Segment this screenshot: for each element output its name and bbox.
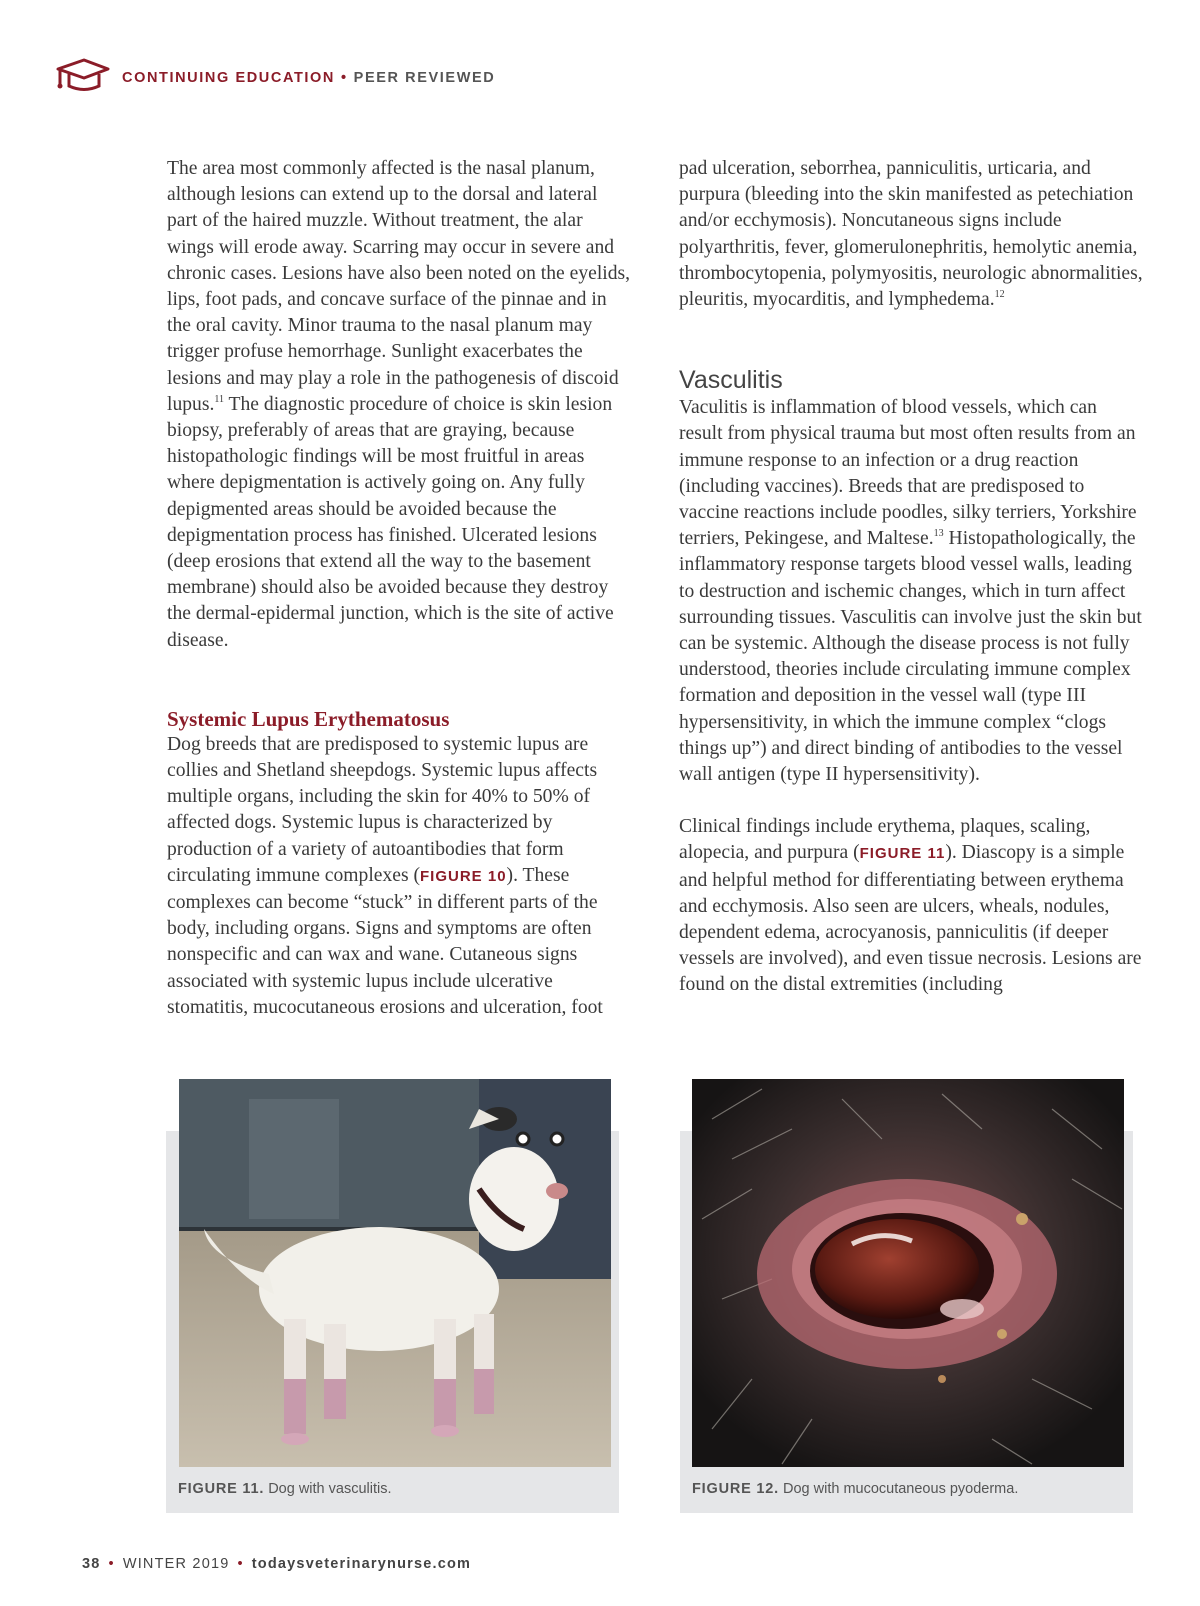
- section-label: CONTINUING EDUCATION: [122, 70, 335, 86]
- header-label: [122, 70, 495, 86]
- paragraph-systemic-lupus: Dog breeds that are predisposed to systemic lupus are collies and Shetland sheepdogs. Systemic lupus affects multiple organs, including the skin for 40% to 50% of affected dogs. Systemic lupus is characterized by production of a variety of autoantibodies that form circulating immune complexes (FIGURE 10). These complexes can become “stuck” in different parts of the body, including organs. Signs and symptoms are often nonspecific and can wax and wane. Cutaneous signs associated with systemic lupus include ulcerative stomatitis, mucocutaneous erosions and ulceration, foot: [167, 733, 603, 1018]
- paragraph-discoid-lupus: The area most commonly affected is the nasal planum, although lesions can extend up to the dorsal and lateral part of the haired muzzle. Without treatment, the alar wings will erode away. Scarring may occur in severe and chronic cases. Lesions have also been noted on the eyelids, lips, foot pads, and concave surface of the pinnae and in the oral cavity. Minor trauma to the nasal planum may trigger profuse hemorrhage. Sunlight exacerbates the lesions and may play a role in the pathogenesis of discoid lupus.$^{11}$ The diagnostic procedure of choice is skin lesion biopsy, preferably of areas that are graying, because histopathologic findings will be most fruitful in areas where depigmentation is actively going on. Any fully depigmented areas should be avoided because the depigmentation process has finished. Ulcerated lesions (deep erosions that extend all the way to the basement membrane) should also be avoided because they destroy the dermal-epidermal junction, which is the site of active disease.: [167, 158, 631, 651]
- figure-11-caption: FIGURE 11. Dog with vasculitis.: [178, 1481, 392, 1497]
- graduation-cap-icon: [54, 57, 110, 93]
- page-number: 38: [82, 1556, 101, 1572]
- footer-separator: •: [237, 1556, 244, 1572]
- heading-systemic-lupus: Systemic Lupus Erythematosus: [167, 706, 450, 731]
- figure-11-label: FIGURE 11.: [178, 1481, 265, 1497]
- running-header: [54, 55, 754, 95]
- heading-vasculitis: Vasculitis: [679, 366, 783, 395]
- running-footer: [82, 1556, 471, 1572]
- right-column: [679, 156, 1144, 999]
- figure-11-photo: [179, 1079, 611, 1467]
- citation-ref: 13: [933, 528, 944, 540]
- figure-12-label: FIGURE 12.: [692, 1481, 779, 1497]
- header-separator: •: [340, 70, 348, 86]
- dog-eye-pyoderma-image: [692, 1079, 1124, 1467]
- issue-label: WINTER 2019: [122, 1556, 230, 1572]
- citation-ref: 11: [214, 393, 224, 405]
- footer-separator: •: [108, 1556, 115, 1572]
- paragraph-vasculitis: Vaculitis is inflammation of blood vessels, which can result from physical trauma but most often results from an immune response to an infection or a drug reaction (including vaccines). Breeds that are predisposed to vaccine reactions include poodles, silky terriers, Yorkshire terriers, Pekingese, and Maltese.$^{13}$ Histopathologically, the inflammatory response targets blood vessel walls, leading to destruction and ischemic changes, which in turn affect surrounding tissues. Vasculitis can involve just the skin but can be systemic. Although the disease process is not fully understood, theories include circulating immune complex formation and deposition in the vessel wall (type III hypersensitivity, in which the immune complex “clogs things up”) and direct binding of antibodies to the vessel wall antigen (type II hypersensitivity).: [679, 397, 1142, 786]
- citation-ref: 12: [994, 289, 1005, 301]
- website-link[interactable]: todaysveterinarynurse.com: [251, 1556, 472, 1572]
- figure-11-link[interactable]: FIGURE 11: [859, 845, 946, 863]
- paragraph-clinical-findings: Clinical findings include erythema, plaques, scaling, alopecia, and purpura (FIGURE 11). Diascopy is a simple and helpful method for differentiating between erythema and ecchymosis. Also seen are ulcers, wheals, nodules, dependent edema, acrocyanosis, panniculitis (if deeper vessels are involved), and even tissue necrosis. Lesions are found on the distal extremities (including: [679, 816, 1142, 996]
- paragraph-systemic-signs: pad ulceration, seborrhea, panniculitis, urticaria, and purpura (bleeding into the skin manifested as petechiation and/or ecchymosis). Noncutaneous signs include polyarthritis, fever, glomerulonephritis, hemolytic anemia, thrombocytopenia, polymyositis, neurologic abnormalities, pleuritis, myocarditis, and lymphedema.$^{12}$: [679, 158, 1143, 311]
- figure-12-caption: FIGURE 12. Dog with mucocutaneous pyoderma.: [692, 1481, 1019, 1497]
- figure-12-photo: [692, 1079, 1124, 1467]
- figure-10-link[interactable]: FIGURE 10: [420, 867, 507, 885]
- left-column: [167, 156, 632, 1021]
- dog-vasculitis-image: [179, 1079, 611, 1467]
- subsection-label: PEER REVIEWED: [353, 70, 496, 86]
